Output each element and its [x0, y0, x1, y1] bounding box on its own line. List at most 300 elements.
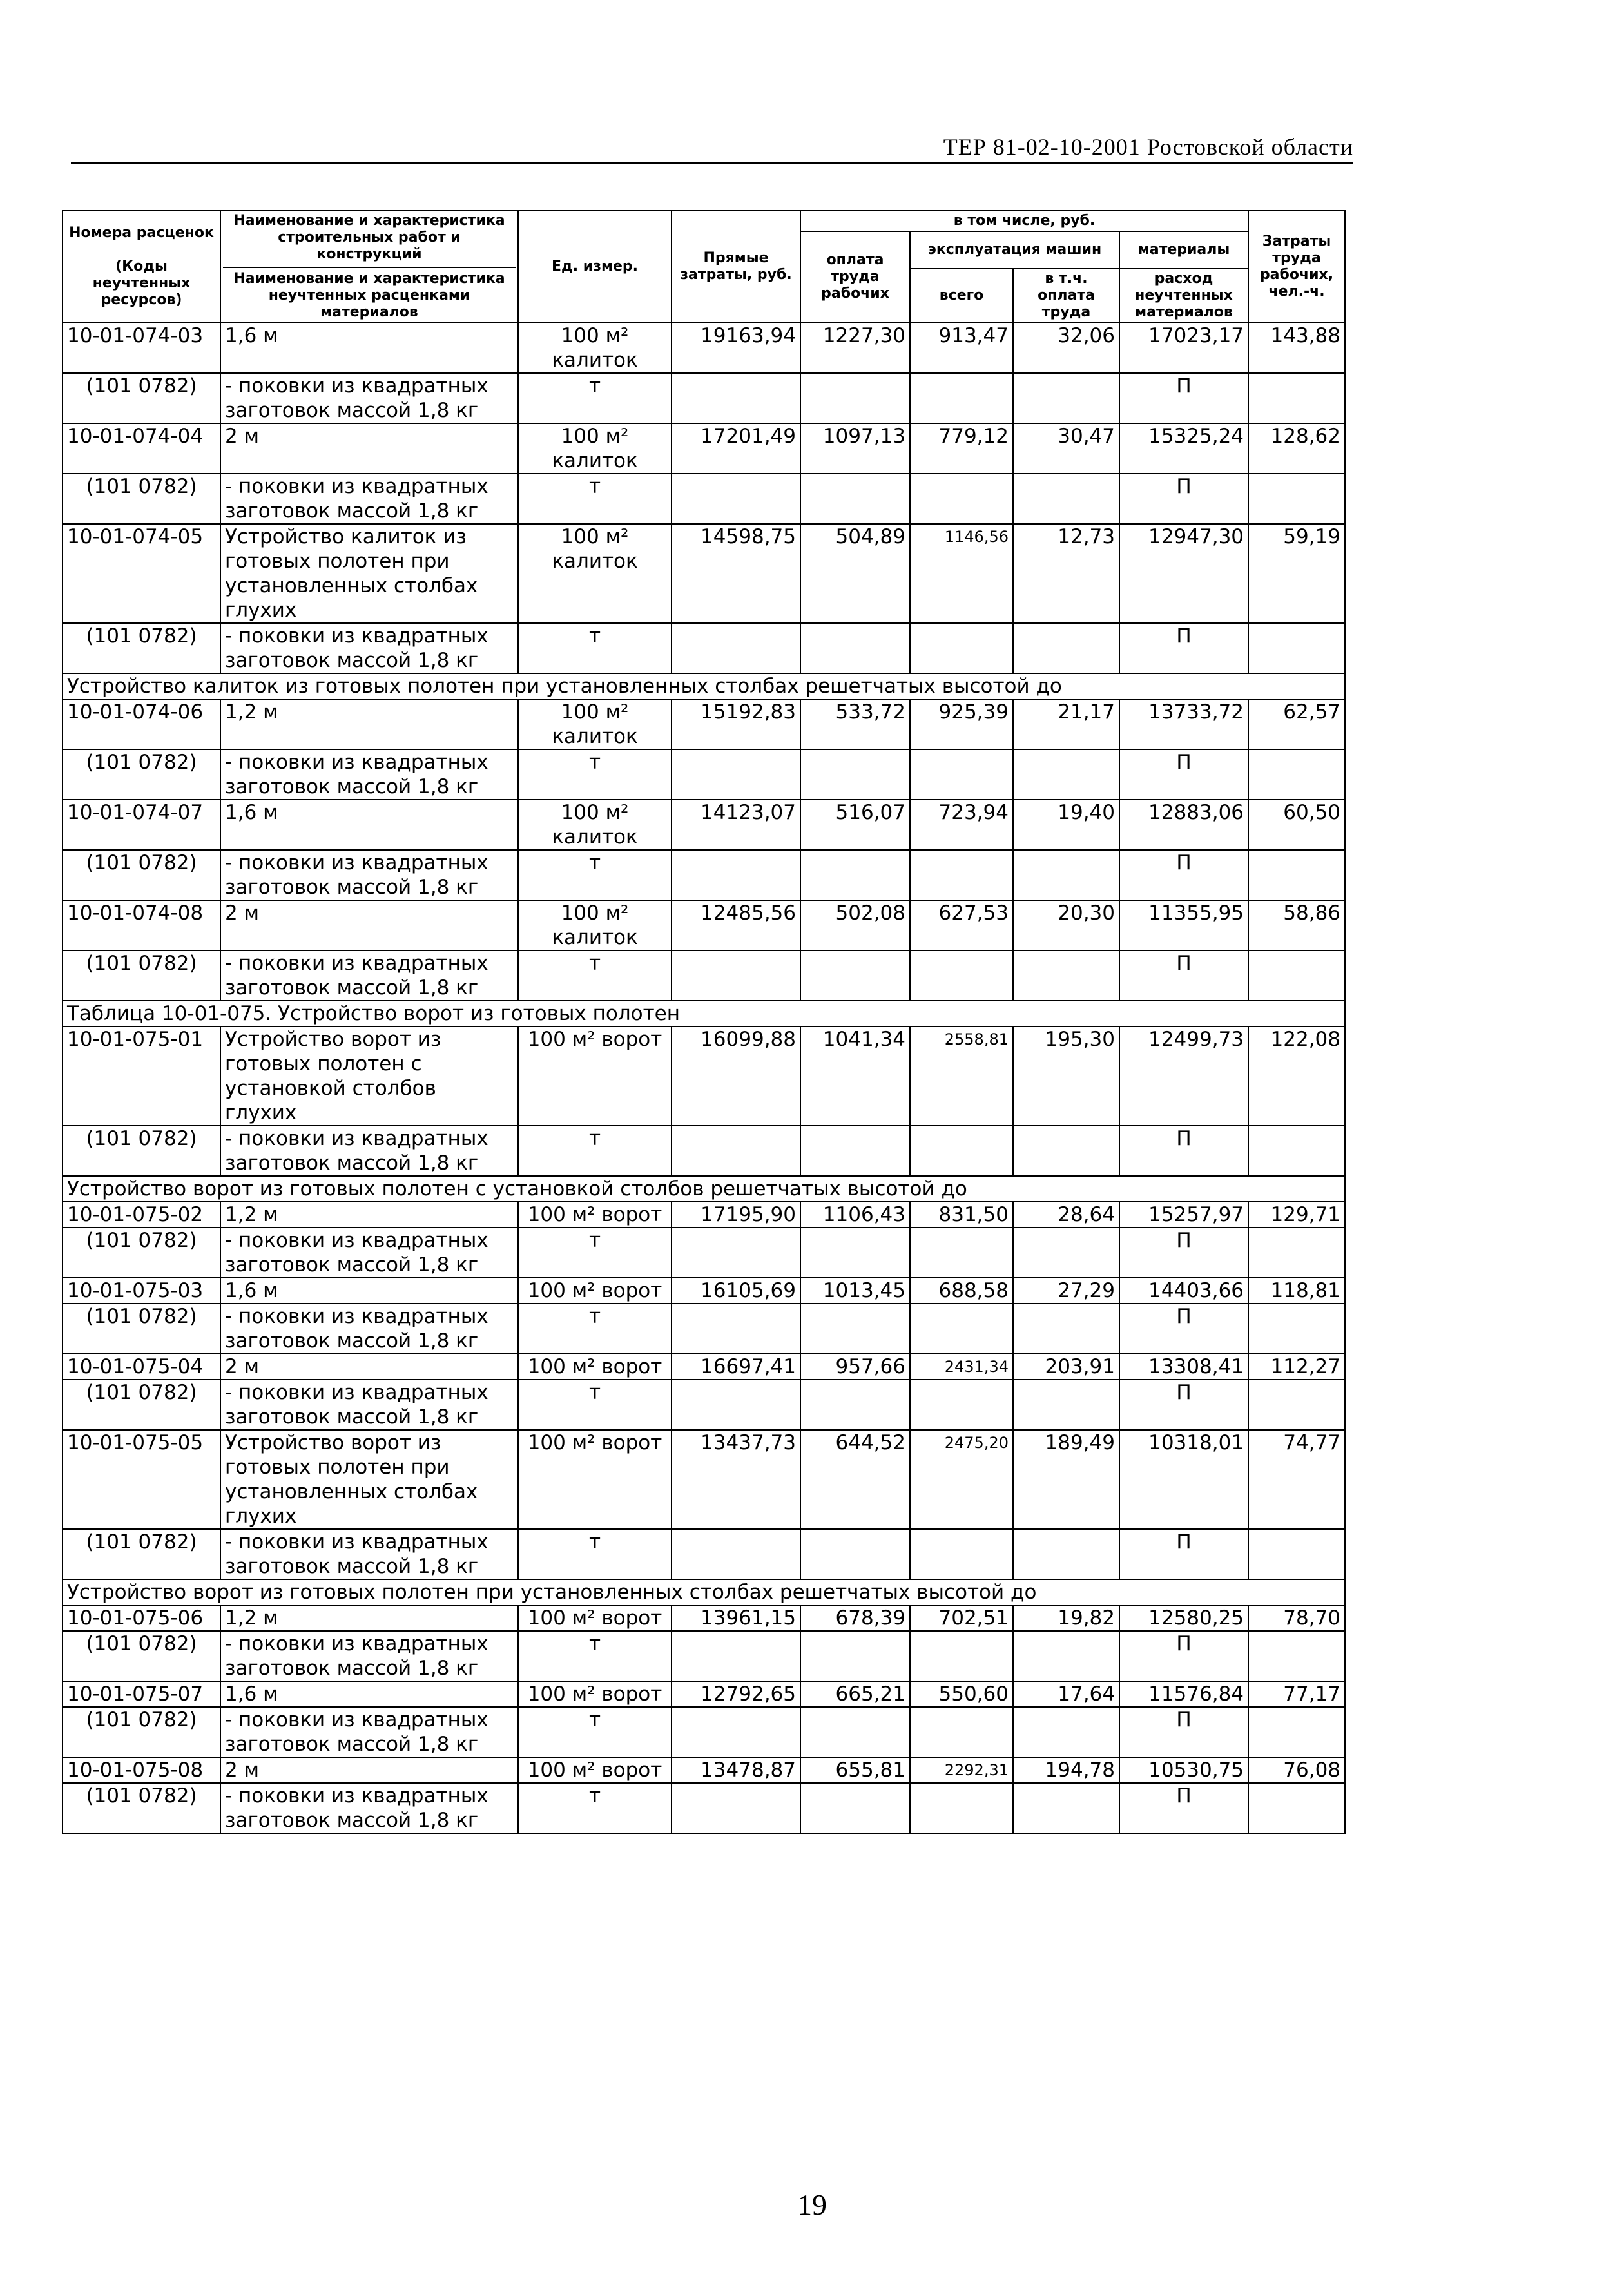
- resource-code: (101 0782): [63, 623, 220, 673]
- material-cost: 11355,95: [1119, 900, 1248, 950]
- work-name: Устройство калиток из готовых полотен при установленных столбах глухих: [220, 524, 518, 623]
- work-name: 1,6 м: [220, 800, 518, 850]
- labor-cost: 58,86: [1248, 900, 1345, 950]
- machine-cost: 2292,31: [910, 1757, 1013, 1783]
- direct-cost: 15192,83: [672, 699, 800, 749]
- direct-empty: [672, 1707, 800, 1757]
- resource-unit: т: [518, 1304, 672, 1354]
- direct-cost: 13437,73: [672, 1430, 800, 1529]
- table-head: [63, 211, 1345, 323]
- rate-code: 10-01-075-08: [63, 1757, 220, 1783]
- resource-mark: П: [1119, 1304, 1248, 1354]
- table-row: [63, 1278, 1345, 1304]
- wage-cost: 1013,45: [800, 1278, 910, 1304]
- direct-empty: [672, 1529, 800, 1579]
- resource-mark: П: [1119, 474, 1248, 524]
- resource-mark: П: [1119, 850, 1248, 900]
- material-cost: 14403,66: [1119, 1278, 1248, 1304]
- wage-empty: [800, 1707, 910, 1757]
- resource-name: - поковки из квадратных заготовок массой 1,8 кг: [220, 1380, 518, 1430]
- machw-empty: [1013, 1783, 1119, 1833]
- material-cost: 11576,84: [1119, 1681, 1248, 1707]
- direct-empty: [672, 1380, 800, 1430]
- machine-wage: 19,82: [1013, 1605, 1119, 1631]
- col-name-bottom: Наименование и характеристика неучтенных расценками материалов: [223, 267, 516, 321]
- unit: 100 м² ворот: [518, 1027, 672, 1126]
- wage-cost: 1106,43: [800, 1202, 910, 1228]
- direct-cost: 16105,69: [672, 1278, 800, 1304]
- mach-empty: [910, 1228, 1013, 1278]
- material-cost: 13308,41: [1119, 1354, 1248, 1380]
- mach-empty: [910, 850, 1013, 900]
- mach-empty: [910, 373, 1013, 423]
- rate-code: 10-01-075-03: [63, 1278, 220, 1304]
- resource-name: - поковки из квадратных заготовок массой 1,8 кг: [220, 1304, 518, 1354]
- rate-code: 10-01-074-07: [63, 800, 220, 850]
- labor-cost: 143,88: [1248, 323, 1345, 373]
- material-row: [63, 1304, 1345, 1354]
- wage-empty: [800, 1631, 910, 1681]
- labor-empty: [1248, 1126, 1345, 1176]
- material-row: [63, 749, 1345, 800]
- col-code-top: Номера расценок: [69, 225, 214, 241]
- machw-empty: [1013, 1304, 1119, 1354]
- material-cost: 10530,75: [1119, 1757, 1248, 1783]
- rate-code: 10-01-074-08: [63, 900, 220, 950]
- rate-code: 10-01-075-07: [63, 1681, 220, 1707]
- labor-cost: 78,70: [1248, 1605, 1345, 1631]
- mach-empty: [910, 1529, 1013, 1579]
- direct-cost: 17201,49: [672, 423, 800, 474]
- wage-empty: [800, 1228, 910, 1278]
- labor-empty: [1248, 950, 1345, 1001]
- direct-empty: [672, 623, 800, 673]
- direct-empty: [672, 950, 800, 1001]
- material-row: [63, 623, 1345, 673]
- direct-cost: 13478,87: [672, 1757, 800, 1783]
- work-name: 2 м: [220, 1757, 518, 1783]
- wage-empty: [800, 1380, 910, 1430]
- machine-cost: 2558,81: [910, 1027, 1013, 1126]
- wage-cost: 1097,13: [800, 423, 910, 474]
- labor-empty: [1248, 1783, 1345, 1833]
- wage-cost: 644,52: [800, 1430, 910, 1529]
- direct-cost: 16697,41: [672, 1354, 800, 1380]
- resource-mark: П: [1119, 1707, 1248, 1757]
- material-row: [63, 1631, 1345, 1681]
- section-heading: [63, 673, 1345, 699]
- section-heading-text: Устройство ворот из готовых полотен при установленных столбах решетчатых высотой до: [63, 1579, 1345, 1605]
- labor-empty: [1248, 373, 1345, 423]
- resource-unit: т: [518, 1631, 672, 1681]
- resource-mark: П: [1119, 1783, 1248, 1833]
- machine-cost: 1146,56: [910, 524, 1013, 623]
- material-row: [63, 950, 1345, 1001]
- machine-wage: 20,30: [1013, 900, 1119, 950]
- unit: 100 м² ворот: [518, 1278, 672, 1304]
- machw-empty: [1013, 749, 1119, 800]
- resource-unit: т: [518, 623, 672, 673]
- labor-cost: 128,62: [1248, 423, 1345, 474]
- direct-empty: [672, 1228, 800, 1278]
- direct-cost: 12792,65: [672, 1681, 800, 1707]
- material-row: [63, 1228, 1345, 1278]
- resource-mark: П: [1119, 749, 1248, 800]
- material-row: [63, 474, 1345, 524]
- labor-cost: 59,19: [1248, 524, 1345, 623]
- mach-empty: [910, 1126, 1013, 1176]
- direct-empty: [672, 1304, 800, 1354]
- wage-empty: [800, 850, 910, 900]
- price-table: [62, 210, 1346, 1834]
- direct-empty: [672, 1126, 800, 1176]
- direct-cost: 12485,56: [672, 900, 800, 950]
- wage-empty: [800, 623, 910, 673]
- resource-name: - поковки из квадратных заготовок массой 1,8 кг: [220, 373, 518, 423]
- table-title-text: Таблица 10-01-075. Устройство ворот из готовых полотен: [63, 1001, 1345, 1027]
- resource-code: (101 0782): [63, 1380, 220, 1430]
- mach-empty: [910, 1783, 1013, 1833]
- unit: 100 м² калиток: [518, 699, 672, 749]
- resource-unit: т: [518, 1783, 672, 1833]
- rate-code: 10-01-074-04: [63, 423, 220, 474]
- work-name: 2 м: [220, 423, 518, 474]
- table-row: [63, 800, 1345, 850]
- wage-cost: 1041,34: [800, 1027, 910, 1126]
- col-machines-wage: в т.ч. оплата труда: [1013, 269, 1119, 323]
- direct-cost: 17195,90: [672, 1202, 800, 1228]
- machine-wage: 28,64: [1013, 1202, 1119, 1228]
- table-body: [63, 323, 1345, 1833]
- labor-empty: [1248, 749, 1345, 800]
- resource-unit: т: [518, 474, 672, 524]
- material-cost: 12883,06: [1119, 800, 1248, 850]
- unit: 100 м² ворот: [518, 1757, 672, 1783]
- labor-cost: 76,08: [1248, 1757, 1345, 1783]
- table-row: [63, 1757, 1345, 1783]
- resource-code: (101 0782): [63, 1529, 220, 1579]
- direct-empty: [672, 1631, 800, 1681]
- resource-name: - поковки из квадратных заготовок массой 1,8 кг: [220, 1126, 518, 1176]
- resource-mark: П: [1119, 1529, 1248, 1579]
- machine-cost: 627,53: [910, 900, 1013, 950]
- wage-cost: 504,89: [800, 524, 910, 623]
- running-header: [71, 132, 1353, 164]
- table-title: [63, 1001, 1345, 1027]
- labor-empty: [1248, 1707, 1345, 1757]
- resource-name: - поковки из квадратных заготовок массой 1,8 кг: [220, 1631, 518, 1681]
- material-cost: 12580,25: [1119, 1605, 1248, 1631]
- table-row: [63, 1681, 1345, 1707]
- wage-empty: [800, 1783, 910, 1833]
- labor-cost: 112,27: [1248, 1354, 1345, 1380]
- wage-empty: [800, 1126, 910, 1176]
- col-name-header: [220, 211, 518, 323]
- machine-cost: 831,50: [910, 1202, 1013, 1228]
- wage-cost: 516,07: [800, 800, 910, 850]
- resource-name: - поковки из квадратных заготовок массой 1,8 кг: [220, 749, 518, 800]
- work-name: Устройство ворот из готовых полотен при установленных столбах глухих: [220, 1430, 518, 1529]
- col-wage-header: оплата труда рабочих: [800, 231, 910, 323]
- unit: 100 м² ворот: [518, 1681, 672, 1707]
- unit: 100 м² калиток: [518, 323, 672, 373]
- machw-empty: [1013, 623, 1119, 673]
- labor-cost: 118,81: [1248, 1278, 1345, 1304]
- labor-cost: 122,08: [1248, 1027, 1345, 1126]
- resource-mark: П: [1119, 1380, 1248, 1430]
- material-row: [63, 373, 1345, 423]
- direct-empty: [672, 373, 800, 423]
- work-name: 1,6 м: [220, 1681, 518, 1707]
- machw-empty: [1013, 474, 1119, 524]
- machine-cost: 2431,34: [910, 1354, 1013, 1380]
- machine-wage: 27,29: [1013, 1278, 1119, 1304]
- material-cost: 17023,17: [1119, 323, 1248, 373]
- unit: 100 м² ворот: [518, 1202, 672, 1228]
- resource-unit: т: [518, 1126, 672, 1176]
- rate-code: 10-01-075-05: [63, 1430, 220, 1529]
- wage-cost: 1227,30: [800, 323, 910, 373]
- table-row: [63, 524, 1345, 623]
- col-name-top: Наименование и характеристика строительных работ и конструкций: [233, 213, 505, 262]
- resource-mark: П: [1119, 1228, 1248, 1278]
- mach-empty: [910, 1380, 1013, 1430]
- material-cost: 13733,72: [1119, 699, 1248, 749]
- col-machines-header: эксплуатация машин: [910, 231, 1119, 269]
- rate-code: 10-01-075-04: [63, 1354, 220, 1380]
- unit: 100 м² ворот: [518, 1605, 672, 1631]
- col-labor-header: Затраты труда рабочих, чел.-ч.: [1248, 211, 1345, 323]
- machine-wage: 195,30: [1013, 1027, 1119, 1126]
- labor-empty: [1248, 1529, 1345, 1579]
- resource-name: - поковки из квадратных заготовок массой 1,8 кг: [220, 1783, 518, 1833]
- table-row: [63, 423, 1345, 474]
- wage-cost: 655,81: [800, 1757, 910, 1783]
- rate-code: 10-01-074-06: [63, 699, 220, 749]
- resource-mark: П: [1119, 623, 1248, 673]
- section-heading: [63, 1579, 1345, 1605]
- material-cost: 10318,01: [1119, 1430, 1248, 1529]
- resource-code: (101 0782): [63, 474, 220, 524]
- machine-cost: 779,12: [910, 423, 1013, 474]
- work-name: 2 м: [220, 900, 518, 950]
- wage-cost: 678,39: [800, 1605, 910, 1631]
- resource-code: (101 0782): [63, 1304, 220, 1354]
- work-name: 1,2 м: [220, 699, 518, 749]
- labor-empty: [1248, 1631, 1345, 1681]
- rate-code: 10-01-075-06: [63, 1605, 220, 1631]
- resource-name: - поковки из квадратных заготовок массой 1,8 кг: [220, 474, 518, 524]
- machw-empty: [1013, 373, 1119, 423]
- table-row: [63, 323, 1345, 373]
- mach-empty: [910, 623, 1013, 673]
- work-name: 1,6 м: [220, 1278, 518, 1304]
- wage-cost: 533,72: [800, 699, 910, 749]
- machine-cost: 723,94: [910, 800, 1013, 850]
- wage-cost: 502,08: [800, 900, 910, 950]
- unit: 100 м² ворот: [518, 1430, 672, 1529]
- machw-empty: [1013, 1707, 1119, 1757]
- resource-code: (101 0782): [63, 1631, 220, 1681]
- labor-empty: [1248, 474, 1345, 524]
- labor-cost: 129,71: [1248, 1202, 1345, 1228]
- table-row: [63, 699, 1345, 749]
- machine-cost: 913,47: [910, 323, 1013, 373]
- resource-unit: т: [518, 1380, 672, 1430]
- labor-cost: 60,50: [1248, 800, 1345, 850]
- mach-empty: [910, 1707, 1013, 1757]
- machine-wage: 189,49: [1013, 1430, 1119, 1529]
- wage-empty: [800, 950, 910, 1001]
- table-row: [63, 900, 1345, 950]
- resource-code: (101 0782): [63, 1126, 220, 1176]
- col-code-header: [63, 211, 220, 323]
- wage-cost: 957,66: [800, 1354, 910, 1380]
- table-row: [63, 1605, 1345, 1631]
- resource-name: - поковки из квадратных заготовок массой 1,8 кг: [220, 623, 518, 673]
- work-name: 1,2 м: [220, 1202, 518, 1228]
- col-materials-header: материалы: [1119, 231, 1248, 269]
- wage-cost: 665,21: [800, 1681, 910, 1707]
- resource-code: (101 0782): [63, 850, 220, 900]
- labor-cost: 74,77: [1248, 1430, 1345, 1529]
- mach-empty: [910, 950, 1013, 1001]
- resource-unit: т: [518, 950, 672, 1001]
- resource-mark: П: [1119, 1631, 1248, 1681]
- material-cost: 12499,73: [1119, 1027, 1248, 1126]
- work-name: Устройство ворот из готовых полотен с установкой столбов глухих: [220, 1027, 518, 1126]
- wage-empty: [800, 749, 910, 800]
- direct-cost: 19163,94: [672, 323, 800, 373]
- col-unit-header: Ед. измер.: [518, 211, 672, 323]
- machine-wage: 32,06: [1013, 323, 1119, 373]
- resource-code: (101 0782): [63, 1228, 220, 1278]
- col-materials-sub: расход неучтенных материалов: [1119, 269, 1248, 323]
- machine-cost: 550,60: [910, 1681, 1013, 1707]
- rate-code: 10-01-074-05: [63, 524, 220, 623]
- wage-empty: [800, 1529, 910, 1579]
- machw-empty: [1013, 1380, 1119, 1430]
- material-row: [63, 1126, 1345, 1176]
- direct-empty: [672, 474, 800, 524]
- labor-empty: [1248, 1304, 1345, 1354]
- col-code-bottom: (Коды неучтенных ресурсов): [92, 258, 191, 308]
- machine-wage: 19,40: [1013, 800, 1119, 850]
- work-name: 1,6 м: [220, 323, 518, 373]
- resource-code: (101 0782): [63, 749, 220, 800]
- labor-cost: 77,17: [1248, 1681, 1345, 1707]
- machine-wage: 203,91: [1013, 1354, 1119, 1380]
- machine-wage: 30,47: [1013, 423, 1119, 474]
- table-row: [63, 1027, 1345, 1126]
- table-row: [63, 1430, 1345, 1529]
- header-title: ТЕР 81-02-10-2001 Ростовской области: [943, 134, 1353, 160]
- resource-unit: т: [518, 749, 672, 800]
- mach-empty: [910, 749, 1013, 800]
- labor-empty: [1248, 1228, 1345, 1278]
- mach-empty: [910, 1631, 1013, 1681]
- material-row: [63, 1380, 1345, 1430]
- machine-cost: 2475,20: [910, 1430, 1013, 1529]
- table-row: [63, 1202, 1345, 1228]
- resource-name: - поковки из квадратных заготовок массой 1,8 кг: [220, 950, 518, 1001]
- wage-empty: [800, 474, 910, 524]
- rate-code: 10-01-075-02: [63, 1202, 220, 1228]
- material-row: [63, 1707, 1345, 1757]
- machw-empty: [1013, 1228, 1119, 1278]
- direct-empty: [672, 850, 800, 900]
- resource-unit: т: [518, 1529, 672, 1579]
- unit: 100 м² калиток: [518, 423, 672, 474]
- resource-unit: т: [518, 850, 672, 900]
- resource-unit: т: [518, 373, 672, 423]
- machw-empty: [1013, 1126, 1119, 1176]
- material-row: [63, 850, 1345, 900]
- resource-mark: П: [1119, 373, 1248, 423]
- resource-unit: т: [518, 1228, 672, 1278]
- table-row: [63, 1354, 1345, 1380]
- material-cost: 15257,97: [1119, 1202, 1248, 1228]
- col-machines-total: всего: [910, 269, 1013, 323]
- mach-empty: [910, 1304, 1013, 1354]
- resource-name: - поковки из квадратных заготовок массой 1,8 кг: [220, 1529, 518, 1579]
- direct-empty: [672, 1783, 800, 1833]
- machw-empty: [1013, 1631, 1119, 1681]
- unit: 100 м² калиток: [518, 524, 672, 623]
- section-heading-text: Устройство калиток из готовых полотен при установленных столбах решетчатых высотой до: [63, 673, 1345, 699]
- labor-empty: [1248, 623, 1345, 673]
- machine-cost: 688,58: [910, 1278, 1013, 1304]
- machine-wage: 194,78: [1013, 1757, 1119, 1783]
- section-heading: [63, 1176, 1345, 1202]
- wage-empty: [800, 1304, 910, 1354]
- machw-empty: [1013, 950, 1119, 1001]
- rate-code: 10-01-074-03: [63, 323, 220, 373]
- labor-empty: [1248, 1380, 1345, 1430]
- machw-empty: [1013, 850, 1119, 900]
- machine-wage: 21,17: [1013, 699, 1119, 749]
- direct-empty: [672, 749, 800, 800]
- resource-code: (101 0782): [63, 1707, 220, 1757]
- work-name: 1,2 м: [220, 1605, 518, 1631]
- material-cost: 15325,24: [1119, 423, 1248, 474]
- material-row: [63, 1783, 1345, 1833]
- col-direct-header: Прямые затраты, руб.: [672, 211, 800, 323]
- mach-empty: [910, 474, 1013, 524]
- machine-cost: 925,39: [910, 699, 1013, 749]
- labor-cost: 62,57: [1248, 699, 1345, 749]
- page-number: 19: [797, 2188, 827, 2221]
- resource-name: - поковки из квадратных заготовок массой 1,8 кг: [220, 850, 518, 900]
- unit: 100 м² ворот: [518, 1354, 672, 1380]
- direct-cost: 16099,88: [672, 1027, 800, 1126]
- resource-code: (101 0782): [63, 1783, 220, 1833]
- wage-empty: [800, 373, 910, 423]
- material-cost: 12947,30: [1119, 524, 1248, 623]
- machine-wage: 17,64: [1013, 1681, 1119, 1707]
- direct-cost: 14598,75: [672, 524, 800, 623]
- section-heading-text: Устройство ворот из готовых полотен с установкой столбов решетчатых высотой до: [63, 1176, 1345, 1202]
- resource-name: - поковки из квадратных заготовок массой 1,8 кг: [220, 1707, 518, 1757]
- material-row: [63, 1529, 1345, 1579]
- work-name: 2 м: [220, 1354, 518, 1380]
- machw-empty: [1013, 1529, 1119, 1579]
- unit: 100 м² калиток: [518, 900, 672, 950]
- rate-code: 10-01-075-01: [63, 1027, 220, 1126]
- resource-mark: П: [1119, 950, 1248, 1001]
- resource-code: (101 0782): [63, 950, 220, 1001]
- resource-mark: П: [1119, 1126, 1248, 1176]
